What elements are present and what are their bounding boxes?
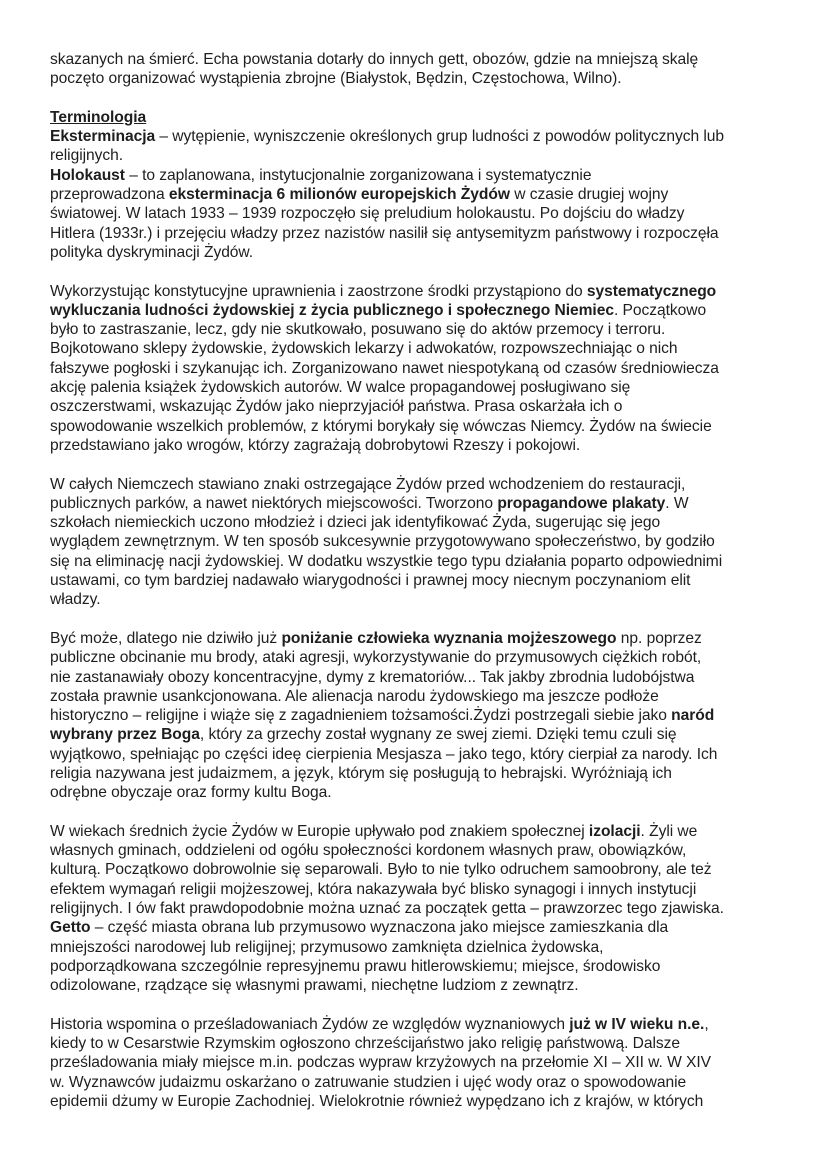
text-run: . Żyli we: [640, 822, 698, 840]
text-line: [50, 590, 790, 609]
bold-text: propagandowe plakaty: [497, 494, 666, 512]
paragraph-isolation: [50, 822, 790, 996]
text-run: religia nazywana jest judaizmem, a język, którym się posługują to hebrajski. Wyróżniają ich: [50, 764, 672, 782]
text-line: [50, 976, 790, 995]
text-run: skazanych na śmierć. Echa powstania dotarły do innych gett, obozów, gdzie na mniejszą skalę: [50, 51, 699, 68]
text-run: kiedy to w Cesarstwie Rzymskim ogłoszono chrześcijaństwo jako religię państwową. Dalsze: [50, 1035, 681, 1053]
text-run: , który za grzechy został wygnany ze swej ziemi. Dzięki temu czuli się: [199, 726, 677, 744]
text-line: [50, 706, 790, 725]
text-run: poczęto organizować wystąpienia zbrojne (Białystok, Będzin, Częstochowa, Wilno).: [50, 70, 622, 88]
document-page: [50, 50, 790, 1111]
text-line: [50, 899, 790, 918]
section-heading: Terminologia: [50, 108, 147, 126]
text-line: [50, 745, 790, 764]
bold-text: już w IV wieku n.e.: [569, 1015, 705, 1033]
text-run: oszczerstwami, wskazując Żydów jako nieprzyjaciół państwa. Prasa oskarżała ich o: [50, 398, 623, 416]
text-run: akcję palenia książek żydowskich autorów. W walce propagandowej posługiwano się: [50, 379, 631, 397]
text-run: W całych Niemczech stawiano znaki ostrzegające Żydów przed wchodzeniem do restauracji,: [50, 475, 686, 493]
text-line: [50, 629, 790, 648]
paragraph-intro-tail: [50, 50, 790, 89]
bold-text: poniżanie człowieka wyznania mojżeszowego: [281, 629, 617, 647]
bold-text: wybrany przez Boga: [50, 726, 200, 744]
text-line: [50, 552, 790, 571]
text-run: spowodowanie wszelkich problemów, z którymi borykały się wówczas Niemcy. Żydów na świecie: [50, 417, 712, 435]
paragraph-gap: [50, 262, 790, 281]
text-line: [50, 532, 790, 551]
paragraph-signs: [50, 475, 790, 610]
text-run: nie zastanawiały obozy koncentracyjne, dymy z krematoriów... Tak jakby zbrodnia ludobójstwa: [50, 668, 695, 686]
text-line: [50, 494, 790, 513]
bold-text: Eksterminacja: [50, 128, 156, 146]
text-line: [50, 1034, 790, 1053]
text-run: Hitlera (1933r.) i przejęciu władzy przez nazistów nasilił się antysemityzm państwowy i rozpoczęła: [50, 224, 719, 242]
text-line: [50, 436, 790, 455]
text-line: [50, 725, 790, 744]
text-run: prześladowania miały miejsce m.in. podczas wypraw krzyżowych na przełomie XI – XII w. W XIV: [50, 1054, 712, 1072]
text-line: [50, 668, 790, 687]
text-run: ustawami, co tym bardziej nadawało wiarygodności i prawnej mocy niecnym poczynaniom elit: [50, 572, 691, 590]
text-line: [50, 764, 790, 783]
text-run: . Początkowo: [613, 301, 707, 319]
text-line: [50, 146, 790, 165]
text-line: [50, 957, 790, 976]
text-run: religijnych. I ów fakt prawdopodobnie można uznać za początek getta – prawzorzec tego zjawiska.: [50, 900, 724, 918]
text-run: przedstawiano jako wrogów, którzy zagrażają dobrobytowi Rzeszy i pokojowi.: [50, 436, 581, 454]
text-line: [50, 860, 790, 879]
paragraph-humiliation: [50, 629, 790, 803]
paragraph-gap: [50, 803, 790, 822]
paragraph-terminology: [50, 108, 790, 262]
text-line: [50, 880, 790, 899]
bold-text: eksterminacja 6 milionów europejskich Żydów: [168, 186, 510, 204]
text-run: Historia wspomina o prześladowaniach Żydów ze względów wyznaniowych: [50, 1015, 570, 1033]
text-line: [50, 224, 790, 243]
text-run: kulturą. Początkowo dobrowolnie się separowali. Było to nie tylko odruchem samoobrony, ale też: [50, 861, 712, 879]
text-line: [50, 320, 790, 339]
text-line: [50, 301, 790, 320]
text-run: w czasie drugiej wojny: [509, 186, 669, 204]
text-run: W wiekach średnich życie Żydów w Europie upływało pod znakiem społecznej: [50, 822, 589, 840]
text-run: publiczne obcinanie mu brody, ataki agresji, wykorzystywanie do przymusowych ciężkich robót,: [50, 649, 702, 667]
text-run: szkołach niemieckich uczono młodzież i dzieci jak identyfikować Żyda, sugerując się jego: [50, 514, 661, 532]
text-run: światowej. W latach 1933 – 1939 rozpoczęło się preludium holokaustu. Po dojściu do władzy: [50, 205, 685, 223]
text-line: [50, 204, 790, 223]
text-run: władzy.: [50, 591, 101, 609]
text-line: [50, 166, 790, 185]
text-run: Bojkotowano sklepy żydowskie, żydowskich lekarzy i adwokatów, rozpowszechniając o nich: [50, 340, 678, 358]
text-run: się na eliminację nacji żydowskiej. W dodatku wszystkie tego typu działania poparto odpowiednimi: [50, 552, 723, 570]
text-run: własnych gminach, oddzieleni od ogółu społeczności kordonem własnych praw, obowiązków,: [50, 842, 687, 860]
paragraph-gap: [50, 455, 790, 474]
text-run: przeprowadzona: [50, 186, 169, 204]
text-line: [50, 417, 790, 436]
text-run: ,: [704, 1015, 709, 1033]
text-line: [50, 822, 790, 841]
text-run: – wytępienie, wyniszczenie określonych grup ludności z powodów politycznych lub: [155, 128, 725, 146]
bold-text: wykluczania ludności żydowskiej z życia publicznego i społecznego Niemiec: [50, 301, 614, 319]
bold-text: Getto: [50, 919, 91, 937]
text-run: polityka dyskryminacji Żydów.: [50, 243, 254, 261]
text-run: publicznych parków, a nawet niektórych miejscowości. Tworzono: [50, 494, 498, 512]
text-line: [50, 397, 790, 416]
text-line: [50, 339, 790, 358]
text-run: . W: [665, 494, 689, 512]
text-run: było to zastraszanie, lecz, gdy nie skutkowało, posuwano się do aktów przemocy i terroru.: [50, 321, 666, 339]
text-run: – część miasta obrana lub przymusowo wyznaczona jako miejsce zamieszkania dla: [90, 919, 669, 937]
paragraph-gap: [50, 89, 790, 108]
text-run: odizolowane, rządzące się własnymi prawami, niechętne ludziom z zewnątrz.: [50, 977, 579, 995]
text-line: [50, 687, 790, 706]
text-line: [50, 359, 790, 378]
text-line: [50, 127, 790, 146]
text-line: [50, 1015, 790, 1034]
paragraph-history: [50, 1015, 790, 1111]
text-run: wyglądem zewnętrznym. W ten sposób sukcesywnie przygotowywano społeczeństwo, by godziło: [50, 533, 715, 551]
text-run: odrębne obyczaje oraz formy kultu Boga.: [50, 784, 332, 802]
text-line: [50, 378, 790, 397]
text-run: fałszywe pogłoski i szykanując ich. Zorganizowano nawet niespotykaną od czasów średniowiecza: [50, 359, 719, 377]
paragraph-gap: [50, 996, 790, 1015]
text-line: [50, 648, 790, 667]
text-line: [50, 1073, 790, 1092]
text-line: [50, 185, 790, 204]
text-line: [50, 1053, 790, 1072]
bold-text: izolacji: [588, 822, 641, 840]
text-line: [50, 475, 790, 494]
text-run: – to zaplanowana, instytucjonalnie zorganizowana i systematycznie: [124, 166, 592, 184]
text-line: [50, 571, 790, 590]
text-line: [50, 1092, 790, 1111]
text-line: [50, 69, 790, 88]
text-line: [50, 282, 790, 301]
bold-text: Holokaust: [50, 166, 125, 184]
text-run: np. poprzez: [616, 629, 702, 647]
bold-text: naród: [671, 707, 715, 725]
text-line: [50, 841, 790, 860]
text-line: [50, 513, 790, 532]
text-run: w. Wyznawców judaizmu oskarżano o zatruwanie studzien i ujęć wody oraz o spowodowanie: [50, 1073, 687, 1091]
text-run: wyjątkowo, spełniając po części ideę cierpienia Mesjasza – jako tego, który cierpiał za narody. Ich: [50, 745, 718, 763]
text-line: [50, 918, 790, 937]
text-run: podporządkowana szczególnie represyjnemu prawu hitlerowskiemu; miejsce, środowisko: [50, 957, 661, 975]
text-run: Być może, dlatego nie dziwiło już: [50, 629, 282, 647]
paragraph-exclusion: [50, 282, 790, 456]
text-run: została prawnie usankcjonowana. Ale alienacja narodu żydowskiego ma jeszcze podłoże: [50, 687, 659, 705]
text-run: Wykorzystując konstytucyjne uprawnienia i zaostrzone środki przystąpiono do: [50, 282, 587, 300]
text-run: mniejszości narodowej lub religijnej; przymusowo zamknięta dzielnica żydowska,: [50, 938, 604, 956]
text-line: [50, 783, 790, 802]
text-run: efektem wymagań religii mojżeszowej, która nakazywała być blisko synagogi i innych instytucji: [50, 880, 697, 898]
text-run: epidemii dżumy w Europie Zachodniej. Wielokrotnie również wypędzano ich z krajów, w których: [50, 1093, 704, 1111]
text-run: historyczno – religijne i wiąże się z zagadnieniem tożsamości.Żydzi postrzegali siebie jako: [50, 707, 672, 725]
text-line: [50, 938, 790, 957]
text-line: [50, 243, 790, 262]
paragraph-gap: [50, 610, 790, 629]
text-line: [50, 50, 790, 69]
bold-text: systematycznego: [586, 282, 717, 300]
text-run: religijnych.: [50, 147, 124, 165]
